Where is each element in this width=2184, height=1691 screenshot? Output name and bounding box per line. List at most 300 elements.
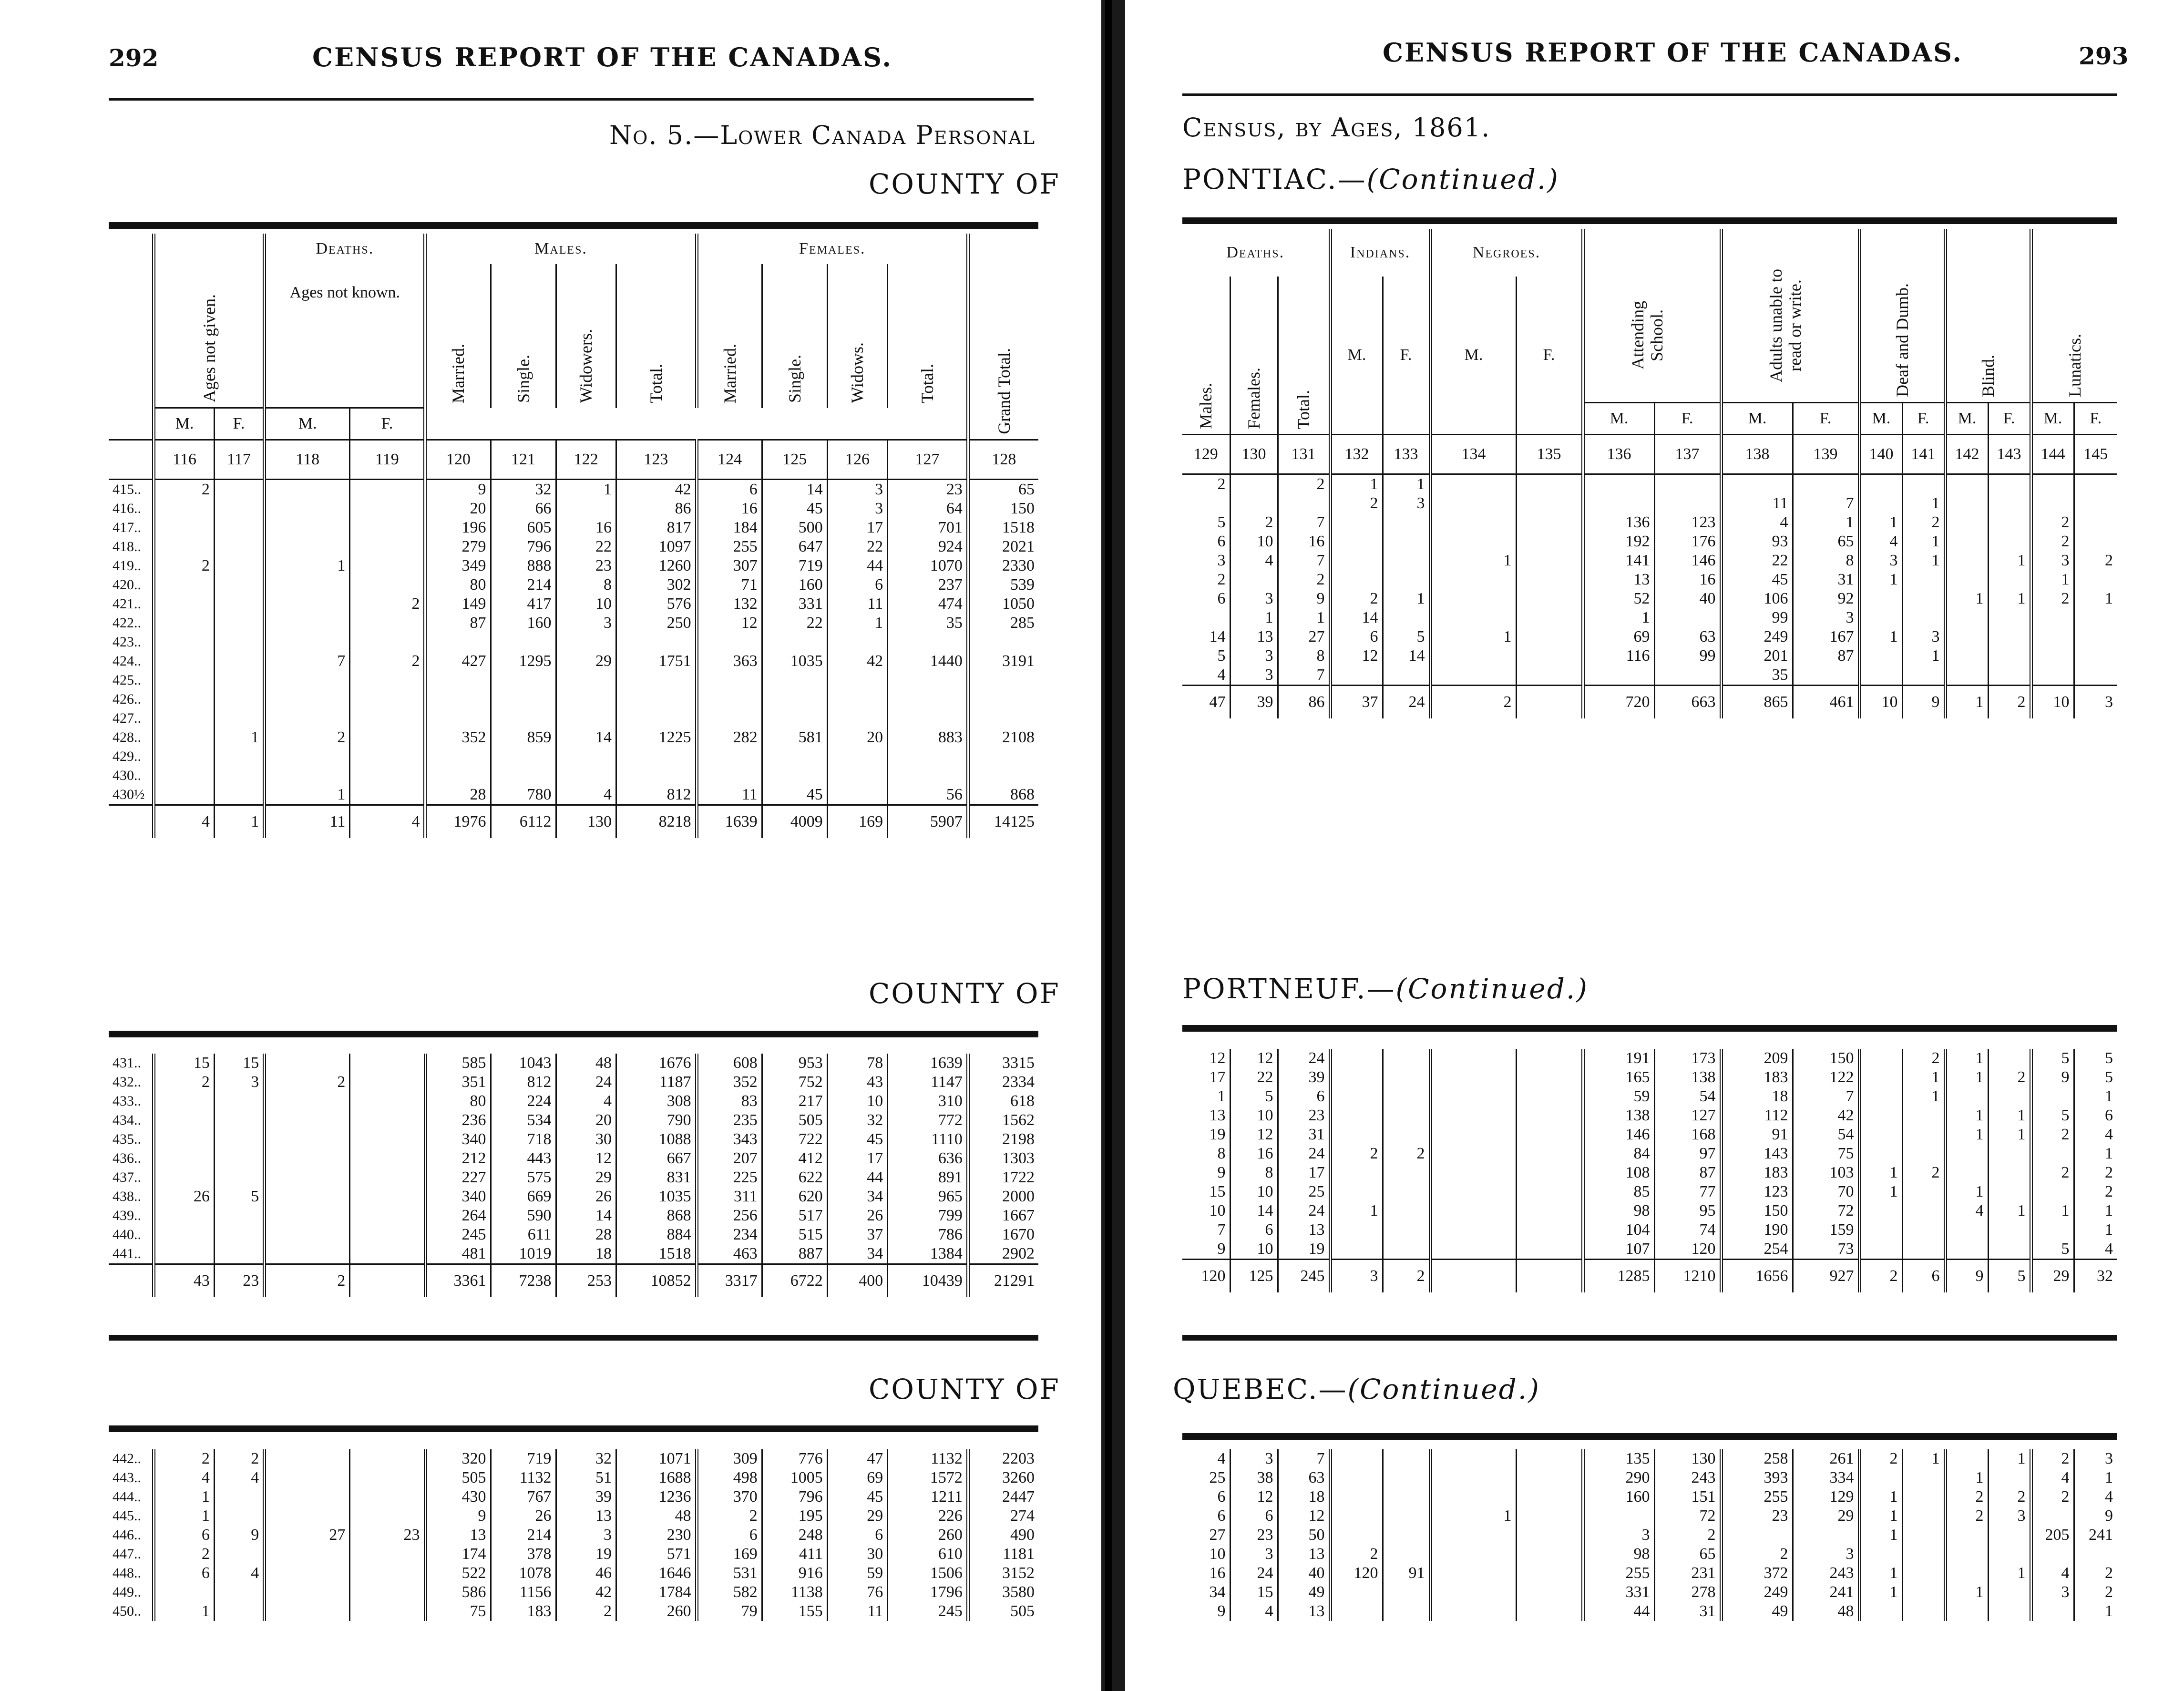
cell: 65 bbox=[1793, 532, 1859, 551]
cell bbox=[2074, 570, 2117, 589]
cell bbox=[350, 1225, 425, 1244]
cell bbox=[556, 499, 616, 518]
cell bbox=[697, 709, 762, 728]
cell: 7 bbox=[1278, 551, 1330, 570]
cell bbox=[1383, 1507, 1430, 1526]
table-row bbox=[109, 1526, 1038, 1545]
cell: 160 bbox=[491, 614, 556, 633]
cell: 191 bbox=[1583, 1049, 1654, 1068]
cell bbox=[1902, 1240, 1945, 1260]
cell: 1285 bbox=[1583, 1260, 1654, 1293]
cell: 12 bbox=[697, 614, 762, 633]
cell: 12 bbox=[1230, 1487, 1278, 1507]
cell: 622 bbox=[762, 1168, 827, 1187]
cell bbox=[350, 1073, 425, 1092]
cell: 3 bbox=[214, 1073, 264, 1092]
cell: 128 bbox=[968, 440, 1038, 480]
cell bbox=[265, 594, 350, 614]
cell bbox=[1430, 666, 1516, 686]
cell: 4 bbox=[1217, 1450, 1226, 1467]
cell bbox=[1516, 1507, 1583, 1526]
row-label: 428.. bbox=[113, 729, 141, 745]
table-row bbox=[1182, 1468, 2117, 1487]
cell: 13 bbox=[1209, 1107, 1226, 1124]
cell: 10 bbox=[1209, 1202, 1226, 1220]
cell: 1 bbox=[1859, 513, 1902, 532]
cell: 1187 bbox=[616, 1073, 697, 1092]
table-row bbox=[1182, 1507, 2117, 1526]
cell bbox=[1988, 474, 2031, 494]
cell: 1138 bbox=[762, 1583, 827, 1602]
right-section-1-body bbox=[1182, 474, 2117, 686]
cell bbox=[1430, 1144, 1516, 1163]
column-numbers-left bbox=[109, 440, 1038, 480]
table-row bbox=[109, 633, 1038, 652]
cell: 2 bbox=[1217, 475, 1226, 493]
cell bbox=[350, 614, 425, 633]
header-rule-right bbox=[1182, 93, 2117, 96]
cell: 1676 bbox=[616, 1054, 697, 1073]
cell: 1 bbox=[1902, 646, 1945, 666]
cell bbox=[154, 633, 214, 652]
cell bbox=[1383, 1526, 1430, 1545]
cell: 1 bbox=[1945, 1068, 1988, 1087]
cell bbox=[1945, 666, 1988, 686]
cell bbox=[2031, 666, 2074, 686]
cell: 4 bbox=[1859, 532, 1902, 551]
cell: 463 bbox=[697, 1244, 762, 1264]
table-row bbox=[109, 709, 1038, 728]
cell: 26 bbox=[827, 1206, 887, 1225]
cell: 86 bbox=[616, 499, 697, 518]
cell: 183 bbox=[491, 1602, 556, 1621]
cell: 150 bbox=[1721, 1201, 1793, 1220]
cell bbox=[350, 1487, 425, 1507]
cell: 9 bbox=[1945, 1260, 1988, 1293]
cell: 84 bbox=[1583, 1144, 1654, 1163]
cell: 1 bbox=[1945, 1182, 1988, 1201]
cell bbox=[265, 1468, 350, 1487]
cell: 7 bbox=[1278, 666, 1330, 686]
table-row bbox=[109, 480, 1038, 500]
cell bbox=[1182, 608, 1230, 627]
cell bbox=[1330, 1468, 1383, 1487]
total-row bbox=[1182, 686, 2117, 719]
cell bbox=[350, 1092, 425, 1111]
cell: 2203 bbox=[968, 1449, 1038, 1468]
cell bbox=[1516, 1602, 1583, 1621]
cell bbox=[1516, 551, 1583, 570]
cell: 32 bbox=[2074, 1260, 2117, 1293]
cell: 340 bbox=[425, 1187, 491, 1206]
cell bbox=[214, 518, 264, 537]
cell bbox=[1516, 1068, 1583, 1087]
cell: 2 bbox=[2031, 1125, 2074, 1144]
cell: 11 bbox=[827, 594, 887, 614]
cell: 6 bbox=[827, 575, 887, 594]
cell: 571 bbox=[616, 1545, 697, 1564]
cell: 334 bbox=[1793, 1468, 1859, 1487]
cell: 3260 bbox=[968, 1468, 1038, 1487]
cell: 231 bbox=[1654, 1564, 1721, 1583]
cell bbox=[1945, 627, 1988, 646]
cell: 1572 bbox=[888, 1468, 968, 1487]
cell: 24 bbox=[1278, 1049, 1330, 1068]
cell: 1260 bbox=[616, 556, 697, 575]
cell bbox=[1859, 1468, 1902, 1487]
cell bbox=[1721, 474, 1793, 494]
cell bbox=[1383, 570, 1430, 589]
cell bbox=[1330, 513, 1383, 532]
cell: 1 bbox=[1902, 551, 1945, 570]
cell bbox=[265, 1111, 350, 1130]
cell bbox=[1583, 666, 1654, 686]
cell bbox=[1430, 532, 1516, 551]
cell: 14 bbox=[762, 480, 827, 500]
cell: 123 bbox=[1654, 513, 1721, 532]
cell bbox=[2031, 627, 2074, 646]
cell: 2 bbox=[1945, 1507, 1988, 1526]
cell bbox=[214, 1507, 264, 1526]
cell: 9 bbox=[1217, 1602, 1226, 1620]
cell bbox=[214, 690, 264, 709]
cell: 772 bbox=[888, 1111, 968, 1130]
cell: 16 bbox=[697, 499, 762, 518]
cell: 427 bbox=[425, 652, 491, 671]
cell bbox=[265, 633, 350, 652]
table-row bbox=[109, 556, 1038, 575]
cell bbox=[1383, 1087, 1430, 1106]
cell: 2 bbox=[1330, 1545, 1383, 1564]
deaf-dumb-header: Deaf and Dumb. bbox=[1893, 283, 1912, 397]
table-row bbox=[109, 671, 1038, 690]
left-section-2-body bbox=[109, 1054, 1038, 1264]
cell: 15 bbox=[1209, 1183, 1226, 1200]
cell: 255 bbox=[697, 537, 762, 556]
cell: 30 bbox=[827, 1545, 887, 1564]
cell bbox=[491, 766, 556, 785]
cell bbox=[265, 1487, 350, 1507]
table-row bbox=[1182, 1240, 2117, 1260]
cell: 184 bbox=[697, 518, 762, 537]
cell bbox=[1583, 494, 1654, 513]
cell: 1132 bbox=[888, 1449, 968, 1468]
cell: 417 bbox=[491, 594, 556, 614]
cell: 121 bbox=[491, 440, 556, 480]
left-table-2 bbox=[109, 1054, 1038, 1297]
cell: 278 bbox=[1654, 1583, 1721, 1602]
row-label: 430½ bbox=[113, 787, 145, 802]
cell bbox=[762, 690, 827, 709]
cell: 701 bbox=[888, 518, 968, 537]
cell bbox=[1330, 1240, 1383, 1260]
row-label: 415.. bbox=[113, 482, 141, 497]
cell: 12 bbox=[1278, 1507, 1330, 1526]
cell bbox=[1859, 1201, 1902, 1220]
cell bbox=[1330, 1068, 1383, 1087]
cell: 2 bbox=[350, 652, 425, 671]
cell bbox=[350, 633, 425, 652]
cell: 14 bbox=[556, 728, 616, 747]
deaths-header: Deaths. bbox=[265, 234, 425, 264]
column-numbers-right bbox=[1182, 435, 2117, 474]
cell: 6 bbox=[1217, 533, 1226, 550]
cell: 310 bbox=[888, 1092, 968, 1111]
cell: 2902 bbox=[968, 1244, 1038, 1264]
cell: 1 bbox=[1945, 686, 1988, 719]
cell: 1 bbox=[2074, 589, 2117, 608]
running-head-left: CENSUS REPORT OF THE CANADAS. bbox=[312, 42, 893, 72]
cell bbox=[1945, 1240, 1988, 1260]
cell bbox=[154, 1168, 214, 1187]
cell: 4 bbox=[2031, 1468, 2074, 1487]
cell: 245 bbox=[1278, 1260, 1330, 1293]
cell: 116 bbox=[1583, 646, 1654, 666]
cell: 2 bbox=[1330, 494, 1383, 513]
cell bbox=[214, 633, 264, 652]
cell bbox=[350, 785, 425, 805]
cell: 1 bbox=[2074, 1468, 2117, 1487]
row-label: 440.. bbox=[113, 1227, 141, 1242]
cell bbox=[1902, 1545, 1945, 1564]
cell: 69 bbox=[827, 1468, 887, 1487]
cell: 8 bbox=[556, 575, 616, 594]
cell: 6 bbox=[1230, 1507, 1278, 1526]
cell: 141 bbox=[1902, 435, 1945, 474]
cell: 605 bbox=[491, 518, 556, 537]
cell bbox=[350, 575, 425, 594]
cell bbox=[1516, 1163, 1583, 1182]
cell bbox=[214, 652, 264, 671]
cell bbox=[1859, 1106, 1902, 1125]
cell: 150 bbox=[1793, 1049, 1859, 1068]
cell: 430 bbox=[425, 1487, 491, 1507]
cell bbox=[1516, 589, 1583, 608]
cell: 34 bbox=[827, 1187, 887, 1206]
cell bbox=[1859, 608, 1902, 627]
cell: 1236 bbox=[616, 1487, 697, 1507]
cell: 3361 bbox=[425, 1264, 491, 1298]
cell: 14125 bbox=[968, 805, 1038, 839]
table-row bbox=[109, 1449, 1038, 1468]
cell: 786 bbox=[888, 1225, 968, 1244]
cell: 7 bbox=[1217, 1221, 1226, 1239]
cell bbox=[1516, 1583, 1583, 1602]
cell bbox=[265, 518, 350, 537]
cell: 4 bbox=[154, 805, 214, 839]
col-f: F. bbox=[350, 408, 425, 440]
cell: 4 bbox=[556, 1092, 616, 1111]
cell: 46 bbox=[556, 1564, 616, 1583]
cell: 130 bbox=[1654, 1449, 1721, 1468]
table-row bbox=[1182, 1049, 2117, 1068]
cell bbox=[1654, 494, 1721, 513]
cell: 2 bbox=[2074, 1163, 2117, 1182]
cell: 183 bbox=[1721, 1163, 1793, 1182]
cell: 99 bbox=[1654, 646, 1721, 666]
cell: 138 bbox=[1654, 1068, 1721, 1087]
cell: 22 bbox=[762, 614, 827, 633]
cell: 243 bbox=[1793, 1564, 1859, 1583]
cell: 256 bbox=[697, 1206, 762, 1225]
table-row bbox=[1182, 1163, 2117, 1182]
cell: 23 bbox=[556, 556, 616, 575]
cell bbox=[265, 709, 350, 728]
cell: 39 bbox=[1278, 1068, 1330, 1087]
cell: 669 bbox=[491, 1187, 556, 1206]
cell bbox=[1988, 1087, 2031, 1106]
cell bbox=[888, 690, 968, 709]
cell: 4 bbox=[1945, 1201, 1988, 1220]
cell: 1110 bbox=[888, 1130, 968, 1149]
table-row bbox=[109, 728, 1038, 747]
cell: 331 bbox=[1583, 1583, 1654, 1602]
cell: 9 bbox=[1217, 1164, 1226, 1181]
row-label: 437.. bbox=[113, 1169, 141, 1185]
cell bbox=[1430, 1182, 1516, 1201]
cell: 2 bbox=[1383, 1260, 1430, 1293]
cell: 99 bbox=[1721, 608, 1793, 627]
cell bbox=[1902, 589, 1945, 608]
cell: 2021 bbox=[968, 537, 1038, 556]
cell: 1670 bbox=[968, 1225, 1038, 1244]
cell: 3 bbox=[556, 1526, 616, 1545]
cell: 12 bbox=[1330, 646, 1383, 666]
cell: 1 bbox=[1902, 1087, 1945, 1106]
grand-total-header: Grand Total. bbox=[994, 348, 1014, 434]
table-band-right-3 bbox=[1182, 1335, 2117, 1341]
cell: 20 bbox=[556, 1111, 616, 1130]
cell: 581 bbox=[762, 728, 827, 747]
cell: 411 bbox=[762, 1545, 827, 1564]
table-subtitle-left: No. 5.—Lower Canada Personal bbox=[609, 120, 1036, 150]
cell: 7 bbox=[1278, 1449, 1330, 1468]
cell: 522 bbox=[425, 1564, 491, 1583]
cell bbox=[1988, 1220, 2031, 1240]
cell: 87 bbox=[425, 614, 491, 633]
cell: 586 bbox=[425, 1583, 491, 1602]
cell bbox=[214, 1225, 264, 1244]
cell bbox=[1230, 474, 1278, 494]
page-number-right: 293 bbox=[2079, 42, 2129, 70]
cell bbox=[214, 1487, 264, 1507]
cell: 86 bbox=[1278, 686, 1330, 719]
cell bbox=[1859, 589, 1902, 608]
cell: 103 bbox=[1793, 1163, 1859, 1182]
cell: 134 bbox=[1430, 435, 1516, 474]
table-band-right-4 bbox=[1182, 1433, 2117, 1440]
right-page bbox=[1125, 0, 2184, 1691]
cell bbox=[888, 671, 968, 690]
row-label: 445.. bbox=[113, 1508, 141, 1524]
cell: 953 bbox=[762, 1054, 827, 1073]
cell bbox=[827, 747, 887, 766]
cell: 35 bbox=[1721, 666, 1793, 686]
cell: 4 bbox=[556, 785, 616, 805]
col-m: M. bbox=[1859, 403, 1902, 435]
cell: 42 bbox=[616, 480, 697, 500]
cell bbox=[1430, 1220, 1516, 1240]
col-m: M. bbox=[1583, 403, 1654, 435]
cell: 2 bbox=[1902, 1163, 1945, 1182]
cell: 1 bbox=[1945, 589, 1988, 608]
cell: 1 bbox=[1859, 1583, 1902, 1602]
cell: 80 bbox=[425, 575, 491, 594]
cell: 2 bbox=[1988, 1487, 2031, 1507]
cell: 3315 bbox=[968, 1054, 1038, 1073]
cell: 352 bbox=[697, 1073, 762, 1092]
cell: 2 bbox=[2031, 1449, 2074, 1468]
cell: 192 bbox=[1583, 532, 1654, 551]
cell bbox=[265, 1092, 350, 1111]
cell bbox=[265, 1130, 350, 1149]
cell: 217 bbox=[762, 1092, 827, 1111]
row-label: 447.. bbox=[113, 1546, 141, 1562]
cell bbox=[1430, 1068, 1516, 1087]
cell: 51 bbox=[556, 1468, 616, 1487]
cell bbox=[154, 518, 214, 537]
row-label: 427.. bbox=[113, 710, 141, 726]
cell: 40 bbox=[1654, 589, 1721, 608]
cell: 212 bbox=[425, 1149, 491, 1168]
cell: 29 bbox=[556, 1168, 616, 1187]
cell: 38 bbox=[1230, 1468, 1278, 1487]
cell bbox=[1988, 627, 2031, 646]
cell bbox=[1516, 608, 1583, 627]
cell: 517 bbox=[762, 1206, 827, 1225]
cell bbox=[1383, 1182, 1430, 1201]
cell: 14 bbox=[1209, 628, 1226, 646]
cell bbox=[1793, 666, 1859, 686]
cell bbox=[827, 709, 887, 728]
cell: 500 bbox=[762, 518, 827, 537]
cell: 42 bbox=[827, 652, 887, 671]
cell: 190 bbox=[1721, 1220, 1793, 1240]
cell: 349 bbox=[425, 556, 491, 575]
cell: 248 bbox=[762, 1526, 827, 1545]
cell bbox=[1430, 1487, 1516, 1507]
cell bbox=[1859, 1049, 1902, 1068]
cell bbox=[1516, 570, 1583, 589]
cell: 1562 bbox=[968, 1111, 1038, 1130]
cell: 5 bbox=[1230, 1087, 1278, 1106]
cell bbox=[1330, 1583, 1383, 1602]
table-band-left-2 bbox=[109, 1031, 1038, 1037]
cell bbox=[968, 633, 1038, 652]
cell bbox=[2031, 474, 2074, 494]
cell: 258 bbox=[1721, 1449, 1793, 1468]
cell bbox=[2031, 1144, 2074, 1163]
row-label: 416.. bbox=[113, 501, 141, 516]
cell bbox=[968, 766, 1038, 785]
cell bbox=[1330, 1106, 1383, 1125]
deaths-females-header: Females. bbox=[1244, 368, 1263, 429]
cell: 22 bbox=[1230, 1068, 1278, 1087]
cell bbox=[214, 594, 264, 614]
cell: 9 bbox=[1902, 686, 1945, 719]
section-name: QUEBEC.— bbox=[1173, 1373, 1348, 1405]
cell: 8 bbox=[1217, 1145, 1226, 1162]
section-title-pontiac bbox=[1182, 163, 1559, 195]
cell: 1210 bbox=[1654, 1260, 1721, 1293]
cell: 883 bbox=[888, 728, 968, 747]
cell: 752 bbox=[762, 1073, 827, 1092]
cell bbox=[1430, 608, 1516, 627]
cell: 176 bbox=[1654, 532, 1721, 551]
cell bbox=[697, 671, 762, 690]
cell: 136 bbox=[1583, 435, 1654, 474]
cell: 2 bbox=[154, 1449, 214, 1468]
